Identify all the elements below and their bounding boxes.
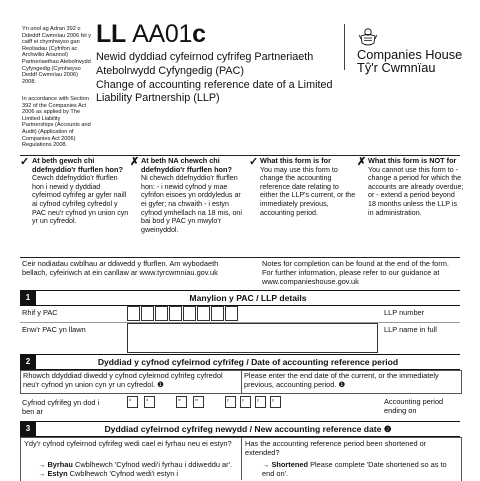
period-ending-label-english: Accounting period ending on — [384, 397, 444, 416]
llp-name-label-welsh: Enw'r PAC yn llawn — [22, 325, 86, 334]
section-2-instruction-divider — [241, 370, 242, 393]
info-heading: What this form is for — [260, 156, 331, 165]
form-code — [96, 20, 206, 48]
llp-number-field[interactable] — [127, 306, 377, 321]
llp-number-box[interactable] — [211, 306, 224, 321]
llp-name-label-english: LLP name in full — [384, 325, 437, 334]
info-column-4 — [358, 157, 464, 217]
title-welsh-line1: Newid dyddiad cyfeirnod cyfrifeg Partneriaeth — [96, 51, 314, 63]
date-box-label: y — [257, 398, 259, 402]
option-key: Byrhau — [47, 460, 73, 469]
title-english-line2: Liability Partnership (LLP) — [96, 92, 220, 105]
llp-number-label-english: LLP number — [384, 308, 425, 317]
title-english-line1: Change of accounting reference date of a Limited — [96, 78, 333, 91]
option-shorten-welsh[interactable] — [38, 460, 238, 469]
section-number: 2 — [20, 355, 36, 369]
llp-number-box[interactable] — [141, 306, 154, 321]
section-number: 3 — [20, 422, 36, 436]
arrow-right-icon: → — [262, 460, 270, 469]
date-month-box[interactable] — [193, 396, 204, 408]
section-title: Manylion y PAC / LLP details — [189, 293, 307, 303]
llp-number-box[interactable] — [197, 306, 210, 321]
date-box-label: y — [242, 398, 244, 402]
info-column-3 — [250, 157, 356, 217]
section-2-instruction-english: Please enter the end date of the current, or the immediately previous, accounting period. ❶ — [244, 371, 439, 390]
crest-icon — [357, 26, 379, 48]
info-body: You may use this form to change the accounting reference date relating to either the LLP's current, or the immediately previous, accounting period. — [260, 165, 356, 217]
info-column-2 — [131, 157, 243, 234]
option-text: Please complete 'Date shortened so as to end on'. — [262, 460, 447, 479]
option-key: Estyn — [47, 469, 68, 478]
cross-icon: ✗ — [357, 156, 367, 168]
option-shortened-english[interactable] — [262, 460, 458, 478]
date-box-label: d — [129, 398, 132, 402]
info-heading: At beth NA chewch chi ddefnyddio'r ffurflen hon? — [141, 156, 232, 174]
section-title: Dyddiad cyfeirnod cyfrifeg newydd / New accounting reference date ❷ — [104, 424, 392, 434]
info-heading: What this form is NOT for — [368, 156, 457, 165]
logo-welsh: Tŷ'r Cwmnïau — [357, 60, 436, 75]
section-title: Dyddiad y cyfnod cyfeirnod cyfrifeg / Date of accounting reference period — [97, 357, 399, 367]
arrow-right-icon: → — [38, 469, 46, 478]
section-3-divider — [241, 437, 242, 480]
date-month-box[interactable] — [176, 396, 187, 408]
logo-english: Companies House — [357, 47, 463, 62]
form-code-number: AA01 — [132, 20, 193, 48]
llp-name-input[interactable] — [127, 323, 378, 353]
section-number: 1 — [20, 291, 36, 305]
date-year-box[interactable] — [255, 396, 266, 408]
section-3-header — [20, 421, 460, 437]
date-year-box[interactable] — [240, 396, 251, 408]
form-title — [96, 51, 346, 106]
notes-top-rule — [20, 257, 460, 258]
check-icon: ✓ — [20, 156, 30, 168]
llp-number-box[interactable] — [225, 306, 238, 321]
date-year-box[interactable] — [225, 396, 236, 408]
date-box-label: m — [195, 398, 199, 402]
notes-welsh: Ceir nodiadau cwblhau ar ddiwedd y ffurflen. Am wybodaeth bellach, cyfeiriwch at ein canllaw ar www.tyrcwmniau.gov.uk — [22, 259, 219, 278]
period-ending-date-field[interactable] — [127, 396, 377, 410]
companies-house-logo — [357, 48, 462, 74]
info-heading: At beth gewch chi ddefnyddio'r ffurflen hon? — [32, 156, 123, 174]
section-2-header — [20, 354, 460, 370]
cross-icon: ✗ — [130, 156, 140, 168]
llp-number-box[interactable] — [155, 306, 168, 321]
form-code-prefix: LL — [96, 20, 126, 48]
option-text: Cwblhewch 'Cyfnod wedi'i fyrhau i ddiweddu ar'. — [74, 460, 233, 469]
legal-basis-welsh: Yn unol ag Adran 392 o Ddeddf Cwmnïau 2006 fel y caiff ei chymhwyso gan Reoliadau (Cyfrifon ac Archwilio Ariannol) Partneriaethau Atebolrwydd Cyfyngedig (Cymhwyso Deddf Cwmnïau 2006) 2008. — [22, 26, 92, 85]
date-day-box[interactable] — [127, 396, 138, 408]
date-year-box[interactable] — [270, 396, 281, 408]
date-box-label: y — [227, 398, 229, 402]
notes-english: Notes for completion can be found at the end of the form. For further information, please refer to our guidance at www.companieshouse.gov.uk — [262, 259, 449, 287]
title-welsh-line2: Atebolrwydd Cyfyngedig (PAC) — [96, 64, 245, 77]
logo-divider — [344, 24, 345, 70]
option-extend-welsh[interactable] — [38, 469, 238, 478]
date-box-label: m — [178, 398, 182, 402]
arrow-right-icon: → — [38, 460, 46, 469]
llp-number-box[interactable] — [169, 306, 182, 321]
date-box-label: d — [146, 398, 149, 402]
section-3-question-welsh: Ydy'r cyfnod cyfeirnod cyfrifeg wedi cael ei fyrhau neu ei estyn? — [24, 439, 232, 448]
info-column-1 — [22, 157, 130, 226]
option-key: Shortened — [271, 460, 308, 469]
date-box-label: y — [272, 398, 274, 402]
section-3-question-english: Has the accounting reference period been shortened or extended? — [245, 439, 427, 458]
period-ending-label-welsh: Cyfnod cyfrifeg yn dod i ben ar — [22, 398, 100, 417]
info-body: Cewch ddefnyddio'r ffurflen hon i newid y dyddiad cyfeirnod cyfrifeg ar gyfer naill ai cyfnod cyfrifeg cyfredol y PAC neu'r cyfnod yn union cyn yr un cyfredol. — [32, 174, 129, 226]
info-body: You cannot use this form to - change a period for which the accounts are already overdue; or - extend a period beyond 18 months unless the LLP is in administration. — [368, 165, 464, 217]
section-2-instruction-welsh: Rhowch ddyddiad diwedd y cyfnod cyfeirnod cyfrifeg cyfredol neu'r cyfnod yn union cyn yr un cyfredol. ❶ — [23, 371, 223, 390]
date-day-box[interactable] — [144, 396, 155, 408]
llp-number-label-welsh: Rhif y PAC — [22, 308, 58, 317]
llp-number-box[interactable] — [127, 306, 140, 321]
section-1-header — [20, 290, 460, 306]
legal-basis-english: In accordance with Section 392 of the Companies Act 2006 as applied by The Limited Liability Partnerships (Accounts and Audit) (Application of Companies Act 2006) Regulations 2008. — [22, 96, 91, 149]
check-icon: ✓ — [249, 156, 259, 168]
form-code-suffix: c — [192, 20, 206, 48]
option-text: Cwblhewch 'Cyfnod wedi'i estyn i — [69, 469, 179, 478]
info-body: Ni chewch ddefnyddio'r ffurflen hon: - i newid cyfnod y mae cyfrifon eisoes yn orddyledus ar ei gyfer; na chwaith - i estyn cyfnod ymhellach na 18 mis, oni bai bod y PAC yn mwylo'r gweinyddol. — [141, 174, 242, 234]
llp-number-box[interactable] — [183, 306, 196, 321]
